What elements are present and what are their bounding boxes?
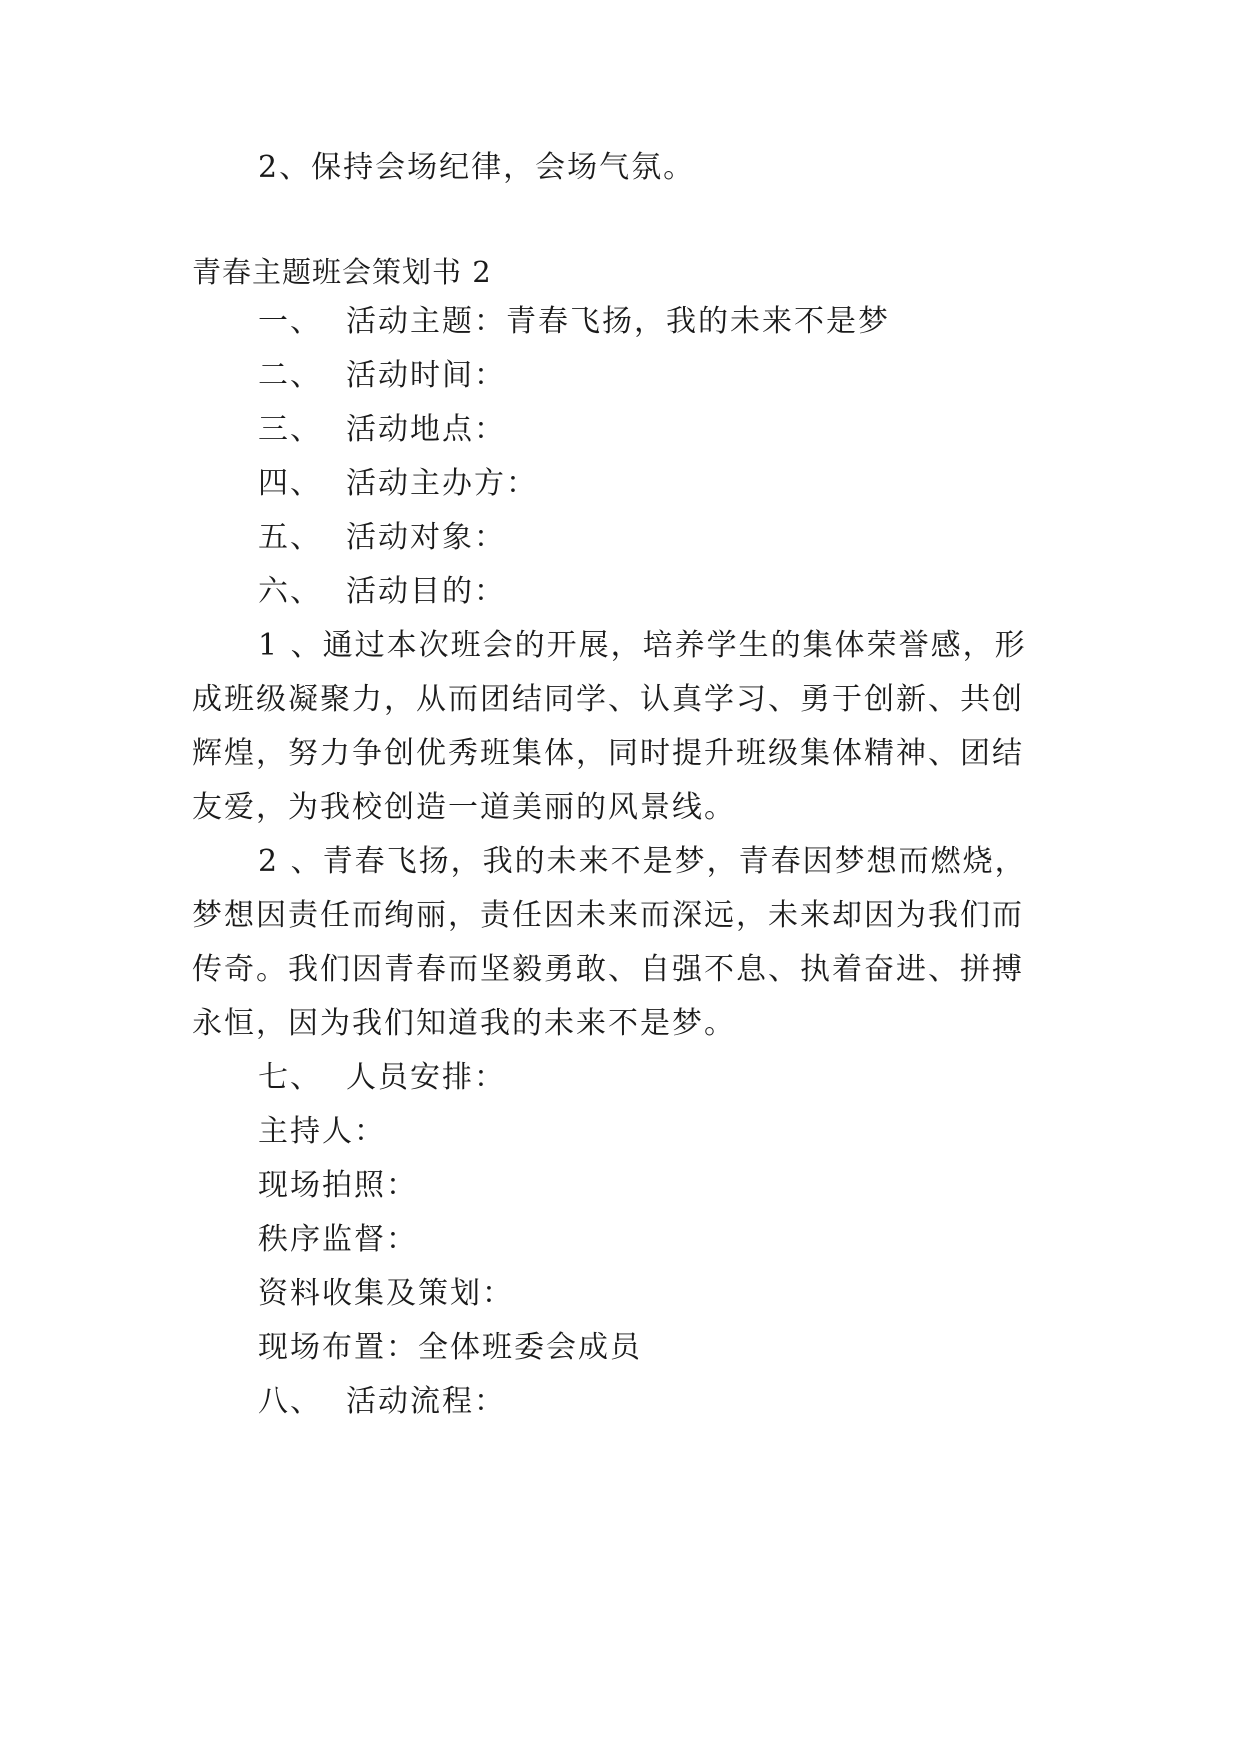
purpose-2-line: 梦想因责任而绚丽，责任因未来而深远，未来却因为我们而	[192, 898, 1024, 933]
section-text: 活动目的：	[346, 574, 506, 609]
staff-item: 现场布置：全体班委会成员	[258, 1330, 642, 1365]
staff-item: 秩序监督：	[258, 1222, 418, 1257]
section-number: 六、	[258, 574, 322, 609]
section-7	[258, 1058, 506, 1098]
section-6	[258, 572, 506, 612]
section-text: 活动时间：	[346, 358, 506, 393]
intro-item: 2、保持会场纪律，会场气氛。	[258, 150, 696, 185]
section-number: 五、	[258, 520, 322, 555]
purpose-2-line: 传奇。我们因青春而坚毅勇敢、自强不息、执着奋进、拼搏	[192, 952, 1024, 987]
section-number: 二、	[258, 358, 322, 393]
section-4	[258, 464, 538, 504]
section-number: 七、	[258, 1060, 322, 1095]
section-text: 活动主办方：	[346, 466, 538, 501]
section-2	[258, 356, 506, 396]
purpose-1-line: 成班级凝聚力，从而团结同学、认真学习、勇于创新、共创	[192, 682, 1024, 717]
section-1	[258, 302, 890, 342]
section-8	[258, 1382, 506, 1422]
purpose-1-line: 1 、通过本次班会的开展，培养学生的集体荣誉感，形	[258, 628, 1027, 663]
section-text: 活动对象：	[346, 520, 506, 555]
document-heading: 青春主题班会策划书 2	[192, 255, 492, 289]
section-text: 人员安排：	[346, 1060, 506, 1095]
section-number: 三、	[258, 412, 322, 447]
section-3	[258, 410, 506, 450]
section-number: 四、	[258, 466, 322, 501]
section-text: 活动主题：青春飞扬，我的未来不是梦	[346, 304, 890, 339]
purpose-1-line: 辉煌，努力争创优秀班集体，同时提升班级集体精神、团结	[192, 736, 1024, 771]
section-number: 一、	[258, 304, 322, 339]
purpose-2-line: 2 、青春飞扬，我的未来不是梦，青春因梦想而燃烧，	[258, 844, 1027, 879]
section-number: 八、	[258, 1384, 322, 1419]
staff-item: 现场拍照：	[258, 1168, 418, 1203]
purpose-1-line: 友爱，为我校创造一道美丽的风景线。	[192, 790, 736, 825]
purpose-2-line: 永恒，因为我们知道我的未来不是梦。	[192, 1006, 736, 1041]
staff-item: 资料收集及策划：	[258, 1276, 514, 1311]
section-5	[258, 518, 506, 558]
section-text: 活动地点：	[346, 412, 506, 447]
staff-item: 主持人：	[258, 1114, 386, 1149]
section-text: 活动流程：	[346, 1384, 506, 1419]
